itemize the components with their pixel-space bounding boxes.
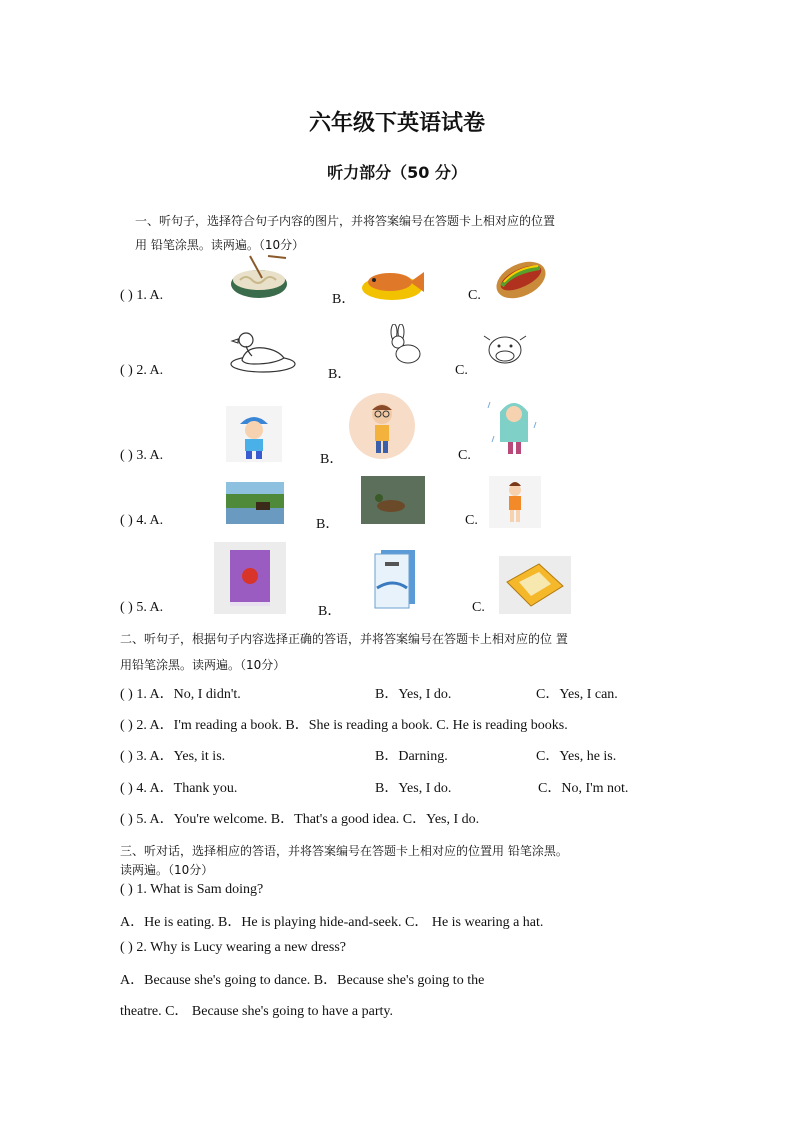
section1-instruction-line2: 用 铅笔涂黑。读两遍。（10分） <box>135 238 305 252</box>
s2-q3-c: C．Yes, he is. <box>536 749 617 764</box>
s2-q4-c: C．No, I'm not. <box>538 781 629 796</box>
s3-q1-options: A．He is eating. B．He is playing hide-and-seek. C． He is wearing a hat. <box>120 915 544 930</box>
s1-q5-label: ( ) 5. A. <box>120 600 164 615</box>
s1-q5-c: C. <box>472 600 485 615</box>
purple-book-picture <box>214 542 286 614</box>
s3-q2-options-line1: A．Because she's going to dance. B．Because she's going to the <box>120 973 485 988</box>
section2-instruction-line1: 二、听句子，根据句子内容选择正确的答语，并将答案编号在答题卡上相对应的位 置 <box>120 632 568 646</box>
s1-q3-c: C. <box>458 448 471 463</box>
duck-in-water-picture <box>361 476 425 524</box>
s2-q5-line: ( ) 5. A．You're welcome. B．That's a good idea. C．Yes, I do. <box>120 812 480 827</box>
animals-lake-picture <box>226 482 284 524</box>
duck-outline-picture <box>228 326 298 374</box>
s3-q1-question: ( ) 1. What is Sam doing? <box>120 882 264 897</box>
section3-instruction-line2: 读两遍。（10分） <box>120 863 214 877</box>
s2-q1-b: B．Yes, I do. <box>375 687 452 702</box>
yellow-book-picture <box>499 556 571 614</box>
s3-q2-question: ( ) 2. Why is Lucy wearing a new dress? <box>120 940 347 955</box>
page-subtitle: 听力部分（50 分） <box>327 163 467 182</box>
s1-q2-c: C. <box>455 363 468 378</box>
noodles-bowl-picture <box>228 254 290 302</box>
s2-q1-c: C．Yes, I can. <box>536 687 618 702</box>
girl-raincoat-picture <box>486 392 542 460</box>
s1-q3-label: ( ) 3. A. <box>120 448 164 463</box>
s1-q2-label: ( ) 2. A. <box>120 363 164 378</box>
s1-q4-label: ( ) 4. A. <box>120 513 164 528</box>
s3-q2-options-line2: theatre. C． Because she's going to have a party. <box>120 1004 393 1019</box>
hot-dog-picture <box>492 252 550 304</box>
s1-q4-c: C. <box>465 513 478 528</box>
section3-instruction-line1: 三、听对话，选择相应的答语，并将答案编号在答题卡上相对应的位置用 铅笔涂黑。 <box>120 844 568 858</box>
cow-outline-picture <box>482 332 528 368</box>
s2-q3-b: B．Darning. <box>375 749 448 764</box>
section1-instruction-line1: 一、听句子，选择符合句子内容的图片，并将答案编号在答题卡上相对应的位置 <box>135 214 556 228</box>
s1-q1-b: B． <box>332 292 356 307</box>
girl-drinking-picture <box>489 476 541 528</box>
s2-q4-a: ( ) 4. A．Thank you. <box>120 781 238 796</box>
rabbit-outline-picture <box>386 324 424 366</box>
s1-q4-b: B． <box>316 517 340 532</box>
s1-q1-c: C. <box>468 288 481 303</box>
section2-instruction-line2: 用铅笔涂黑。读两遍。（10分） <box>120 658 286 672</box>
s2-q4-b: B．Yes, I do. <box>375 781 452 796</box>
physics-book-picture <box>371 548 423 610</box>
s2-q2-line: ( ) 2. A．I'm reading a book. B．She is reading a book. C. He is reading books. <box>120 718 568 733</box>
s1-q1-label: ( ) 1. A. <box>120 288 164 303</box>
page-title: 六年级下英语试卷 <box>308 111 485 136</box>
fish-plate-picture <box>360 262 426 302</box>
s2-q1-a: ( ) 1. A．No, I didn't. <box>120 687 241 702</box>
boy-blue-hat-picture <box>226 406 282 462</box>
s1-q2-b: B． <box>328 367 352 382</box>
s2-q3-a: ( ) 3. A．Yes, it is. <box>120 749 226 764</box>
boy-glasses-picture <box>348 392 416 460</box>
s1-q3-b: B． <box>320 452 344 467</box>
s1-q5-b: B． <box>318 604 342 619</box>
